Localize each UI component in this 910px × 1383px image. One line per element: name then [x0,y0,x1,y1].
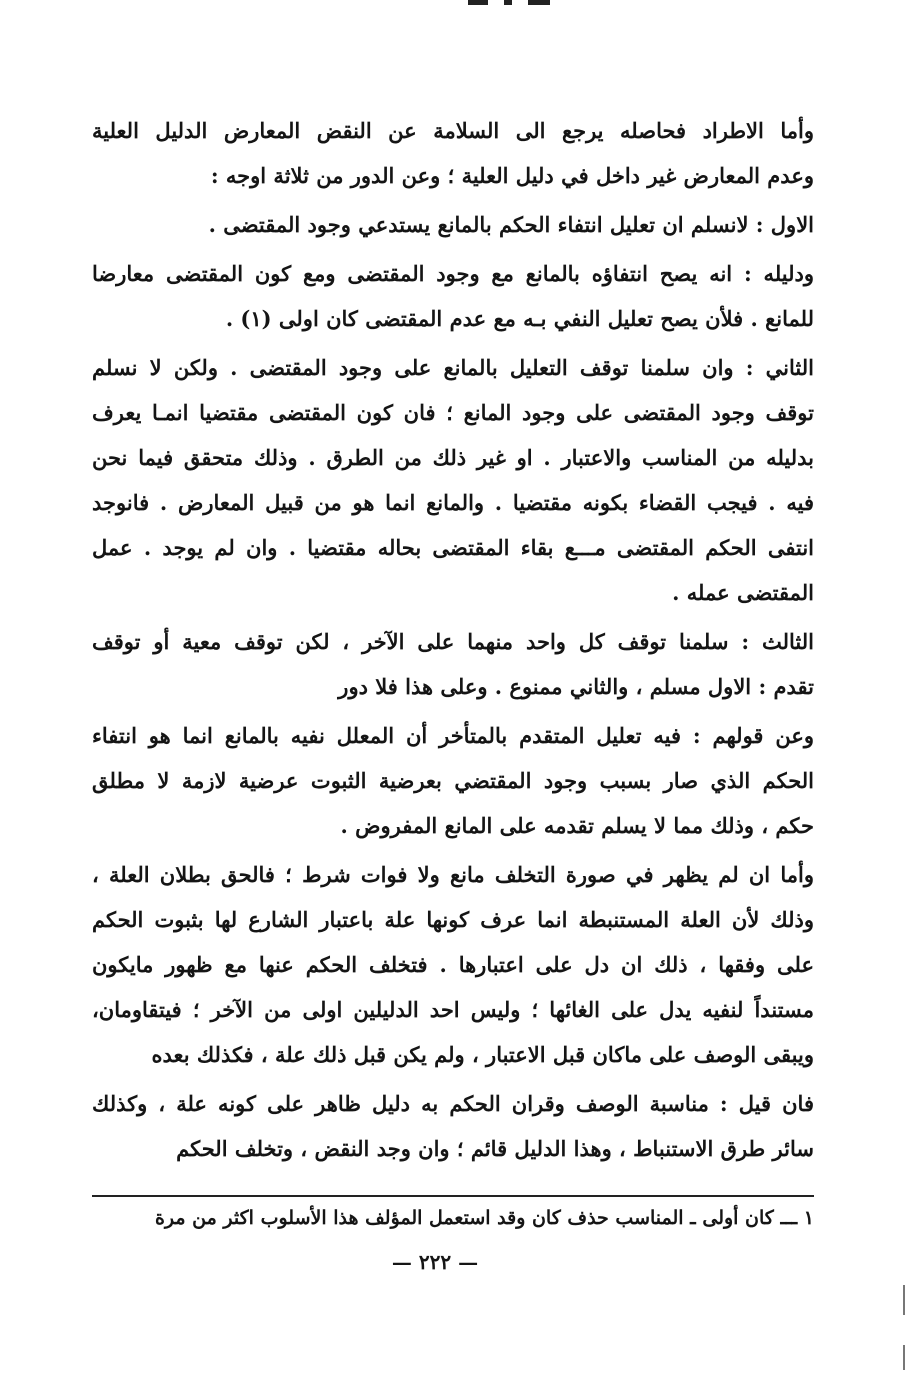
paragraph [92,619,814,709]
paragraph [92,1081,814,1171]
text-line: ودليله : انه يصح انتفاؤه بالمانع مع وجود المقتضى ومع كون المقتضى معارضا [92,261,814,286]
margin-mark [903,1345,905,1370]
footnote: ١ ـــ كان أولى ـ المناسب حذف كان وقد استعمل المؤلف هذا الأسلوب اكثر من مرة [154,1207,814,1229]
text-line: وعن قولهم : فيه تعليل المتقدم بالمتأخر أن المعلل نفيه بالمانع انما هو انتفاء [92,723,814,748]
top-edge-mark [468,0,588,6]
text-line: توقف وجود المقتضى على وجود المانع ؛ فان كون المقتضى مقتضيا انمـا يعرف [92,400,814,425]
text-line: على وفقها ، ذلك ان دل على اعتبارها . فتخلف الحكم عنها مع ظهور مايكون [92,952,814,977]
text-line: فيه . فيجب القضاء بكونه مقتضيا . والمانع انما هو من قبيل المعارض . فانوجد [92,490,814,515]
text-line: حكم ، وذلك مما لا يسلم تقدمه على المانع المفروض . [340,813,814,838]
text-line: وأما ان لم يظهر في صورة التخلف مانع ولا فوات شرط ؛ فالحق بطلان العلة ، [92,862,814,887]
text-line: للمانع . فلأن يصح تعليل النفي بـه مع عدم المقتضى كان اولى (١) . [225,306,814,331]
paragraph [92,202,814,247]
text-line: انتفى الحكم المقتضى مـــع بقاء المقتضى بحاله مقتضيا . وان لم يوجد . عمل [92,535,814,560]
paragraph [92,852,814,1077]
text-line: بدليله من المناسب والاعتبار . او غير ذلك من الطرق . وذلك متحقق فيما نحن [92,445,814,470]
text-line: سائر طرق الاستنباط ، وهذا الدليل قائم ؛ وان وجد النقض ، وتخلف الحكم [176,1136,814,1161]
text-line: ويبقى الوصف على ماكان قبل الاعتبار ، ولم يكن قبل ذلك علة ، فكذلك بعده [151,1042,814,1067]
page-number: — ٢٢٢ — [391,1250,479,1274]
text-line: فان قيل : مناسبة الوصف وقران الحكم به دليل ظاهر على كونه علة ، وكذلك [92,1091,814,1116]
text-line: الثاني : وان سلمنا توقف التعليل بالمانع على وجود المقتضى . ولكن لا نسلم [92,355,814,380]
text-line: وعدم المعارض غير داخل في دليل العلية ؛ وعن الدور من ثلاثة اوجه : [210,163,814,188]
paragraph [92,251,814,341]
text-line: المقتضى عمله . [672,580,814,605]
footnote-divider [92,1195,814,1197]
text-line: تقدم : الاول مسلم ، والثاني ممنوع . وعلى هذا فلا دور [338,674,814,699]
text-line: الاول : لانسلم ان تعليل انتفاء الحكم بالمانع يستدعي وجود المقتضى . [208,212,814,237]
paragraph [92,108,814,198]
paragraph [92,713,814,848]
text-line: الثالث : سلمنا توقف كل واحد منهما على الآخر ، لكن توقف معية أو توقف [92,629,814,654]
margin-mark [903,1285,905,1315]
text-line: الحكم الذي صار بسبب وجود المقتضي بعرضية الثبوت عرضية لازمة لا مطلق [92,768,814,793]
text-line: مستنداً لنفيه يدل على الغائها ؛ وليس احد الدليلين اولى من الآخر ؛ فيتقاومان، [92,997,814,1022]
text-line: وذلك لأن العلة المستنبطة انما عرف كونها علة باعتبار الشارع لها بثبوت الحكم [92,907,814,932]
paragraph [92,345,814,615]
text-line: وأما الاطراد فحاصله يرجع الى السلامة عن النقض المعارض الدليل العلية [92,118,814,143]
main-text [92,108,814,1175]
